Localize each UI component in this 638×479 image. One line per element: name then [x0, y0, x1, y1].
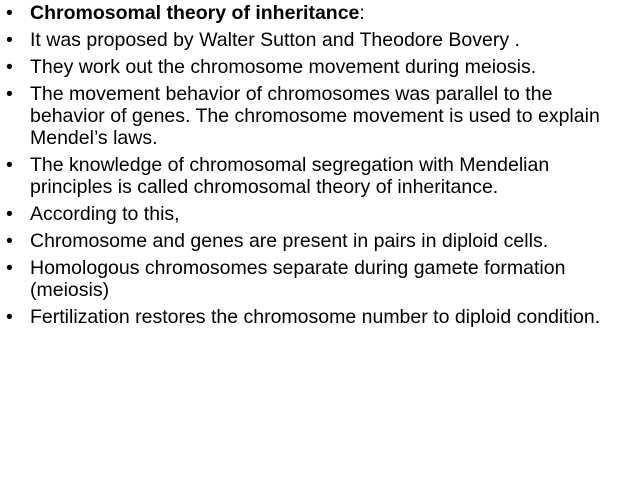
bullet-text: Fertilization restores the chromosome number to diploid condition.	[30, 306, 601, 328]
bullet-item-title	[6, 2, 630, 24]
bullet-text: Chromosome and genes are present in pairs in diploid cells.	[30, 230, 549, 252]
heading-colon: :	[359, 2, 365, 24]
bullet-text: According to this,	[30, 203, 180, 225]
bullet-icon: •	[6, 83, 13, 105]
bullet-item-meiosis	[6, 56, 630, 78]
bullet-icon: •	[6, 203, 13, 225]
bullet-item-homologous	[6, 257, 630, 301]
bullet-icon: •	[6, 154, 13, 176]
bullet-text: It was proposed by Walter Sutton and Theodore Bovery .	[30, 29, 520, 51]
bullet-text: They work out the chromosome movement during meiosis.	[30, 56, 537, 78]
bullet-item-according	[6, 203, 630, 225]
bullet-text: Homologous chromosomes separate during gamete formation (meiosis)	[30, 257, 566, 301]
bullet-text: The knowledge of chromosomal segregation with Mendelian principles is called chromosomal theory of inheritance.	[30, 154, 550, 198]
bullet-item-parallel-behavior	[6, 83, 630, 149]
bullet-icon: •	[6, 29, 13, 51]
bullet-text: The movement behavior of chromosomes was parallel to the behavior of genes. The chromosome movement is used to explain Mendel’s laws.	[30, 83, 600, 149]
bullet-icon: •	[6, 56, 13, 78]
bullet-item-proposers	[6, 29, 630, 51]
bullet-icon: •	[6, 230, 13, 252]
bullet-item-fertilization	[6, 306, 630, 328]
section-heading: Chromosomal theory of inheritance	[30, 2, 360, 24]
bullet-icon: •	[6, 306, 13, 328]
bullet-item-definition	[6, 154, 630, 198]
bullet-item-pairs	[6, 230, 630, 252]
bullet-icon: •	[6, 2, 13, 24]
bullet-icon: •	[6, 257, 13, 279]
bullet-list	[6, 2, 630, 333]
